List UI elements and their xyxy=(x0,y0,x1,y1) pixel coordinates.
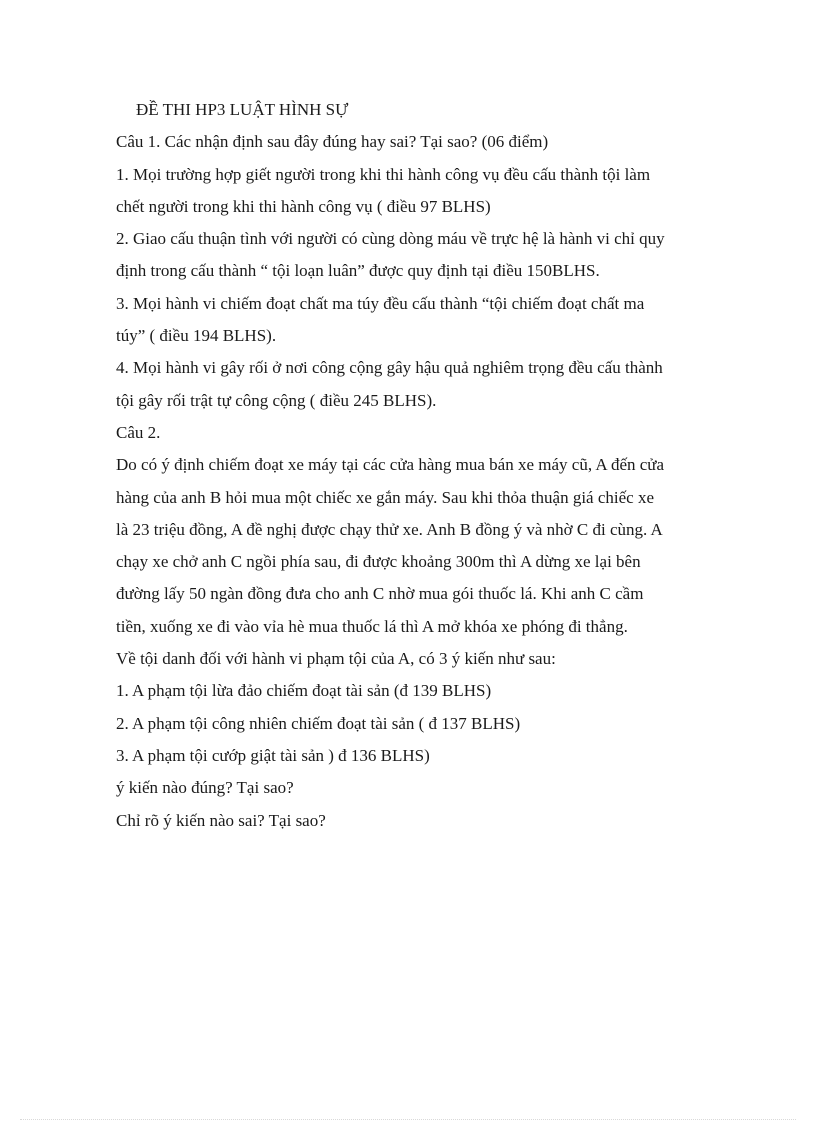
question-1-heading: Câu 1. Các nhận định sau đây đúng hay sai? Tại sao? (06 điểm) xyxy=(116,132,549,152)
question-2-heading: Câu 2. xyxy=(116,422,161,442)
case-paragraph-line-5: đường lấy 50 ngàn đồng đưa cho anh C nhờ mua gói thuốc lá. Khi anh C cầm xyxy=(116,584,644,604)
question-which-wrong: Chỉ rõ ý kiến nào sai? Tại sao? xyxy=(116,810,326,830)
statement-3-line-1: 3. Mọi hành vi chiếm đoạt chất ma túy đều cấu thành “tội chiếm đoạt chất ma xyxy=(116,293,645,313)
opinion-2: 2. A phạm tội công nhiên chiếm đoạt tài sản ( đ 137 BLHS) xyxy=(116,713,521,733)
opinion-1: 1. A phạm tội lừa đảo chiếm đoạt tài sản (đ 139 BLHS) xyxy=(116,681,492,701)
statement-2-line-2: định trong cấu thành “ tội loạn luân” được quy định tại điều 150BLHS. xyxy=(116,261,600,281)
statement-3-line-2: túy” ( điều 194 BLHS). xyxy=(116,326,277,346)
statement-1-line-1: 1. Mọi trường hợp giết người trong khi thi hành công vụ đều cấu thành tội làm xyxy=(116,164,651,184)
statement-1-line-2: chết người trong khi thi hành công vụ ( điều 97 BLHS) xyxy=(116,196,491,216)
case-paragraph-line-4: chạy xe chở anh C ngồi phía sau, đi được khoảng 300m thì A dừng xe lại bên xyxy=(116,552,641,572)
statement-4-line-2: tội gây rối trật tự công cộng ( điều 245 BLHS). xyxy=(116,390,437,410)
page-bottom-divider xyxy=(20,1119,796,1120)
opinions-intro: Về tội danh đối với hành vi phạm tội của A, có 3 ý kiến như sau: xyxy=(116,649,556,669)
opinion-3: 3. A phạm tội cướp giật tài sản ) đ 136 BLHS) xyxy=(116,745,430,765)
case-paragraph-line-2: hàng của anh B hỏi mua một chiếc xe gắn máy. Sau khi thỏa thuận giá chiếc xe xyxy=(116,487,655,507)
statement-2-line-1: 2. Giao cấu thuận tình với người có cùng dòng máu về trực hệ là hành vi chỉ quy xyxy=(116,229,665,249)
question-which-correct: ý kiến nào đúng? Tại sao? xyxy=(116,778,294,798)
case-paragraph-line-6: tiền, xuống xe đi vào vỉa hè mua thuốc lá thì A mở khóa xe phóng đi thẳng. xyxy=(116,616,628,636)
document-body xyxy=(116,94,756,837)
case-paragraph-line-3: là 23 triệu đồng, A đề nghị được chạy thử xe. Anh B đồng ý và nhờ C đi cùng. A xyxy=(116,519,663,539)
case-paragraph-line-1: Do có ý định chiếm đoạt xe máy tại các cửa hàng mua bán xe máy cũ, A đến cửa xyxy=(116,455,665,475)
document-title: ĐỀ THI HP3 LUẬT HÌNH SỰ xyxy=(136,100,349,119)
statement-4-line-1: 4. Mọi hành vi gây rối ở nơi công cộng gây hậu quả nghiêm trọng đều cấu thành xyxy=(116,358,663,378)
